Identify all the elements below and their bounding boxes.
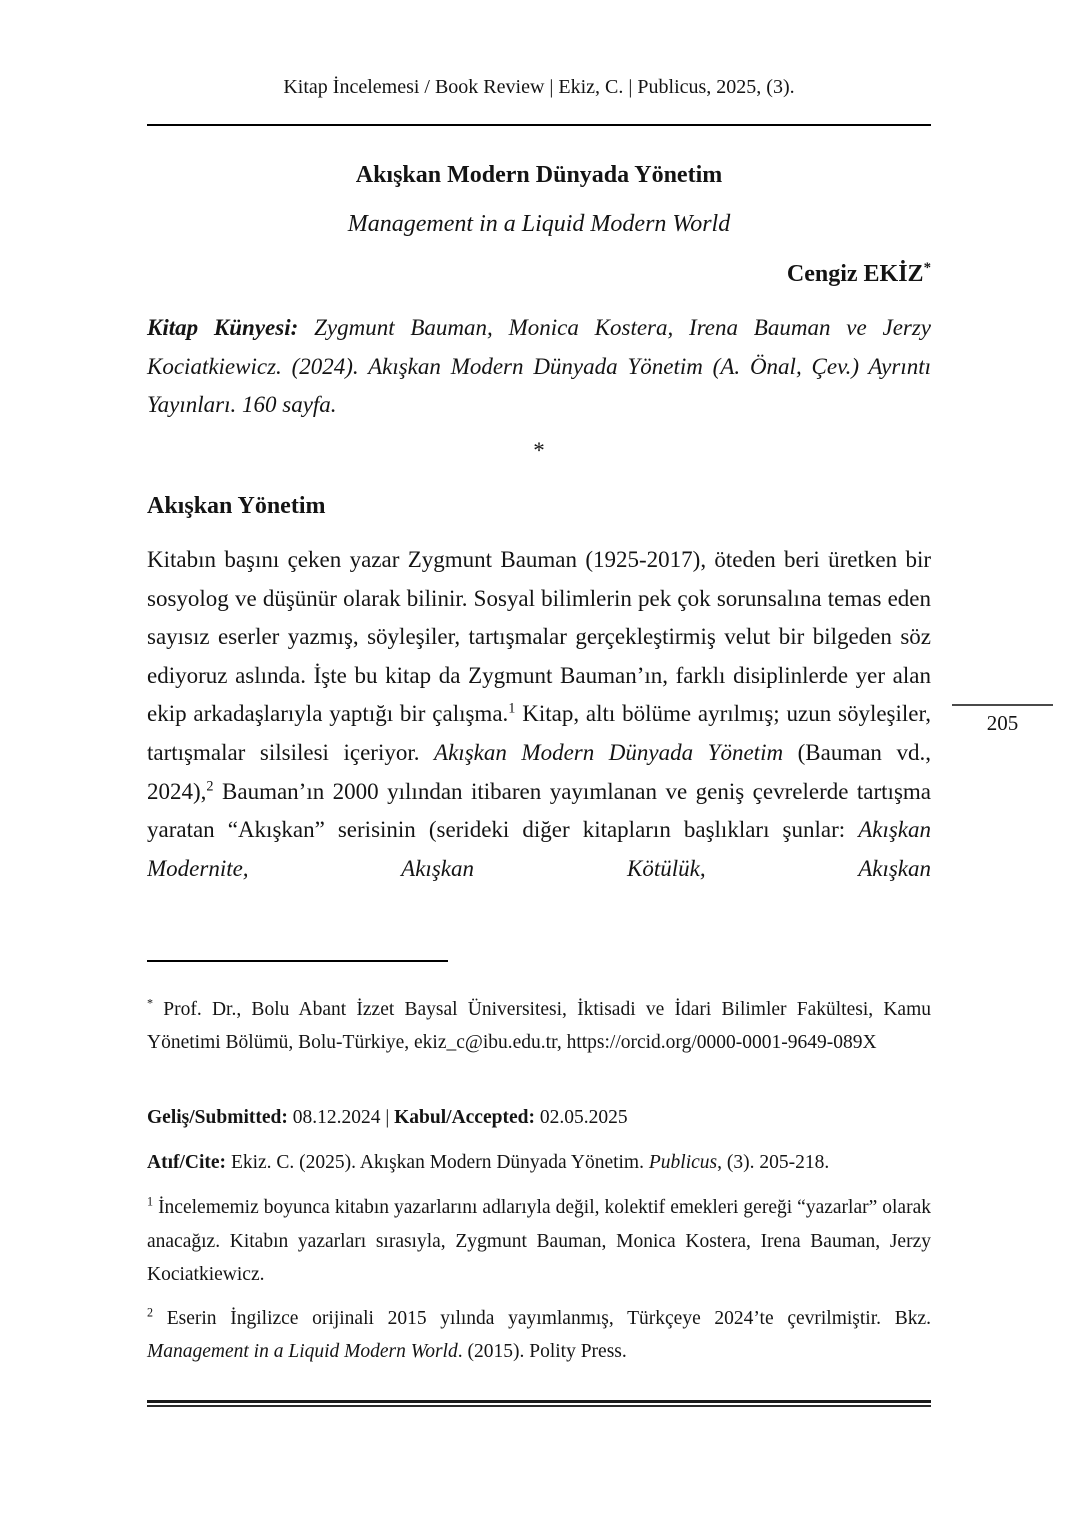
book-citation-paragraph: Kitap Künyesi: Zygmunt Bauman, Monica Kostera, Irena Bauman ve Jerzy Kociatkiewicz. (2024). Akışkan Modern Dünyada Yönetim (A. Önal, Çev.) Ayrıntı Yayınları. 160 sayfa. (147, 315, 932, 417)
footnote-1: $^1$ İncelememiz boyunca kitabın yazarlarını adlarıyla değil, kolektif emekleri gereği “yazarlar” olarak anacağız. Kitabın yazarları sırasıyla, Zygmunt Bauman, Monica Kostera, Irena Bauman, Jerzy Kociatkiewicz. (147, 1194, 931, 1285)
bottom-double-rule (147, 1400, 931, 1407)
author-name: Cengiz EKİZ* (786, 260, 931, 287)
footnote-author-affiliation: * Prof. Dr., Bolu Abant İzzet Baysal Üniversitesi, İktisadi ve İdari Bilimler Fakültesi, Kamu Yönetimi Bölümü, Bolu-Türkiye, ekiz_c@ibu.edu.tr, https://orcid.org/0000-0001-9649-089X (147, 996, 931, 1053)
footnote-submitted-accepted: Geliş/Submitted: 08.12.2024 | Kabul/Accepted: 02.05.2025 (147, 1107, 628, 1128)
footnote-separator-rule (147, 960, 448, 962)
article-title: Akışkan Modern Dünyada Yönetim (355, 162, 723, 188)
margin-page-number-rule (952, 704, 1053, 706)
footnote-cite: Atıf/Cite: Ekiz. C. (2025). Akışkan Modern Dünyada Yönetim. Publicus, (3). 205-218. (147, 1152, 830, 1173)
body-paragraph: Kitabın başını çeken yazar Zygmunt Bauman (1925-2017), öteden beri üretken bir sosyolog ve düşünür olarak bilinir. Sosyal bilimlerin pek çok sorunsalına temas eden sayısız eserler yazmış, söyleşiler, tartışmalar gerçekleştirmiş velut bir bilgeden söz ediyoruz aslında. İşte bu kitap da Zygmunt Bauman’ın, farklı disiplinlerde yer alan ekip arkadaşlarıyla yaptığı bir çalışma.$^1$ Kitap, altı bölüme ayrılmış; uzun söyleşiler, tartışmalar silsilesi içeriyor. Akışkan Modern Dünyada Yönetim (Bauman vd., 2024),$^2$ Bauman’ın 2000 yılından itibaren yayımlanan ve geniş çevrelerde tartışma yaratan “Akışkan” serisinin (serideki diğer kitapların başlıkları şunlar: Akışkan Modernite, Akışkan Kötülük, Akışkan (147, 547, 931, 881)
footnote-2: $^2$ Eserin İngilizce orijinali 2015 yılında yayımlanmış, Türkçeye 2024’te çevrilmiştir. Bkz. Management in a Liquid Modern World. (2015). Polity Press. (147, 1305, 931, 1362)
bottom-rule-bottom-bar (147, 1405, 931, 1407)
article-subtitle-english: Management in a Liquid Modern World (347, 211, 731, 237)
section-heading: Akışkan Yönetim (147, 493, 326, 519)
section-divider-star: * (533, 438, 545, 463)
header-rule (147, 124, 931, 126)
margin-page-number: 205 (986, 711, 1019, 735)
running-header: Kitap İncelemesi / Book Review | Ekiz, C. | Publicus, 2025, (3). (283, 76, 795, 98)
